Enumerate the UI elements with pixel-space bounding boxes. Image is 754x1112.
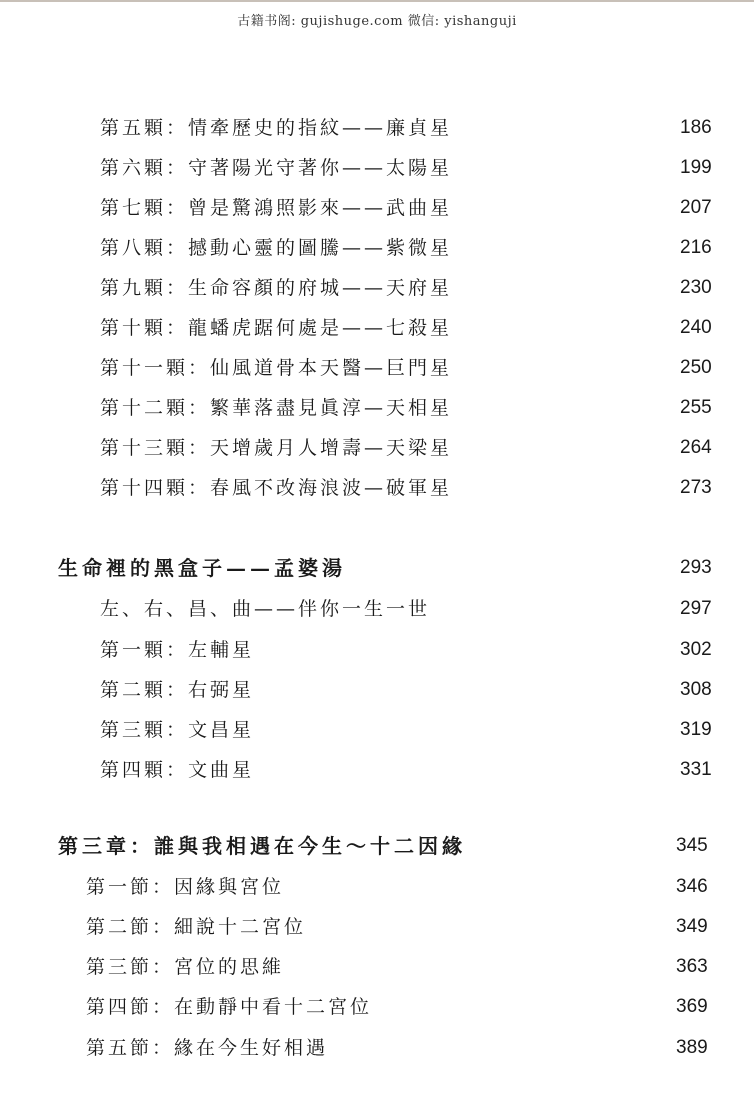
toc-entry-title: 第十顆：龍蟠虎踞何處是——七殺星 (100, 317, 453, 339)
toc-entry (0, 313, 754, 347)
toc-entry (0, 393, 754, 427)
toc-entry-page: 186 (680, 117, 712, 138)
toc-entry (0, 635, 754, 669)
toc-entry (0, 273, 754, 307)
toc-entry-page: 363 (676, 956, 708, 977)
toc-entry-page: 199 (680, 157, 712, 178)
toc-entry (0, 992, 754, 1026)
toc-entry (0, 952, 754, 986)
toc-chapter-title: 第三章：誰與我相遇在今生～十二因緣 (58, 834, 466, 858)
toc-entry-title: 第十四顆：春風不改海浪波—破軍星 (100, 477, 453, 499)
toc-entry (0, 153, 754, 187)
toc-entry-title: 第十一顆：仙風道骨本天醫—巨門星 (100, 357, 453, 379)
toc-entry (0, 233, 754, 267)
page-header: 古籍书阁: gujishuge.com 微信: yishanguji (237, 14, 517, 29)
toc-entry-title: 第十二顆：繁華落盡見眞淳—天相星 (100, 397, 453, 419)
toc-entry-page: 389 (676, 1037, 708, 1058)
toc-chapter-heading (0, 831, 754, 865)
toc-entry-title: 第七顆：曾是驚鴻照影來——武曲星 (100, 197, 453, 219)
toc-entry-page: 331 (680, 759, 712, 780)
toc-entry-page: 302 (680, 639, 712, 660)
toc-entry-page: 297 (680, 598, 712, 619)
toc-entry-title: 第九顆：生命容顏的府城——天府星 (100, 277, 453, 299)
toc-entry-page: 349 (676, 916, 708, 937)
toc-entry-title: 第五顆：情牽歷史的指紋——廉貞星 (100, 117, 453, 139)
toc-entry-page: 273 (680, 477, 712, 498)
toc-entry-page: 207 (680, 197, 712, 218)
toc-entry-page: 230 (680, 277, 712, 298)
toc-entry-page: 369 (676, 996, 708, 1017)
toc-entry-page: 250 (680, 357, 712, 378)
toc-entry (0, 113, 754, 147)
toc-entry (0, 594, 754, 628)
toc-entry (0, 1033, 754, 1067)
toc-entry (0, 353, 754, 387)
toc-entry-page: 308 (680, 679, 712, 700)
toc-entry (0, 675, 754, 709)
toc-entry-title: 第二節：細說十二宮位 (86, 916, 307, 938)
toc-entry-title: 第三顆：文昌星 (100, 719, 255, 741)
toc-entry-title: 第四顆：文曲星 (100, 759, 255, 781)
toc-entry-title: 左、右、昌、曲——伴你一生一世 (100, 598, 431, 620)
toc-entry (0, 473, 754, 507)
toc-entry-page: 346 (676, 876, 708, 897)
toc-entry-page: 264 (680, 437, 712, 458)
toc-entry-title: 第一顆：左輔星 (100, 639, 255, 661)
toc-heading-page: 293 (680, 557, 712, 578)
toc-entry-page: 240 (680, 317, 712, 338)
toc-entry (0, 755, 754, 789)
toc-heading (0, 553, 754, 587)
toc-entry (0, 193, 754, 227)
toc-entry-title: 第八顆：撼動心靈的圖騰——紫微星 (100, 237, 453, 259)
toc-entry (0, 715, 754, 749)
toc-chapter-page: 345 (676, 835, 708, 856)
toc-entry-page: 255 (680, 397, 712, 418)
toc-entry (0, 433, 754, 467)
toc-heading-title: 生命裡的黑盒子——孟婆湯 (58, 556, 346, 580)
toc-entry-title: 第五節：緣在今生好相遇 (86, 1037, 329, 1059)
toc-entry-page: 319 (680, 719, 712, 740)
toc-entry-title: 第四節：在動靜中看十二宮位 (86, 996, 373, 1018)
toc-entry-title: 第一節：因緣與宮位 (86, 876, 285, 898)
toc-entry-title: 第三節：宮位的思維 (86, 956, 285, 978)
toc-entry (0, 912, 754, 946)
toc-entry-title: 第六顆：守著陽光守著你——太陽星 (100, 157, 453, 179)
toc-entry (0, 872, 754, 906)
toc-entry-title: 第二顆：右弼星 (100, 679, 255, 701)
toc-entry-title: 第十三顆：天增歲月人增壽—天梁星 (100, 437, 453, 459)
toc-entry-page: 216 (680, 237, 712, 258)
